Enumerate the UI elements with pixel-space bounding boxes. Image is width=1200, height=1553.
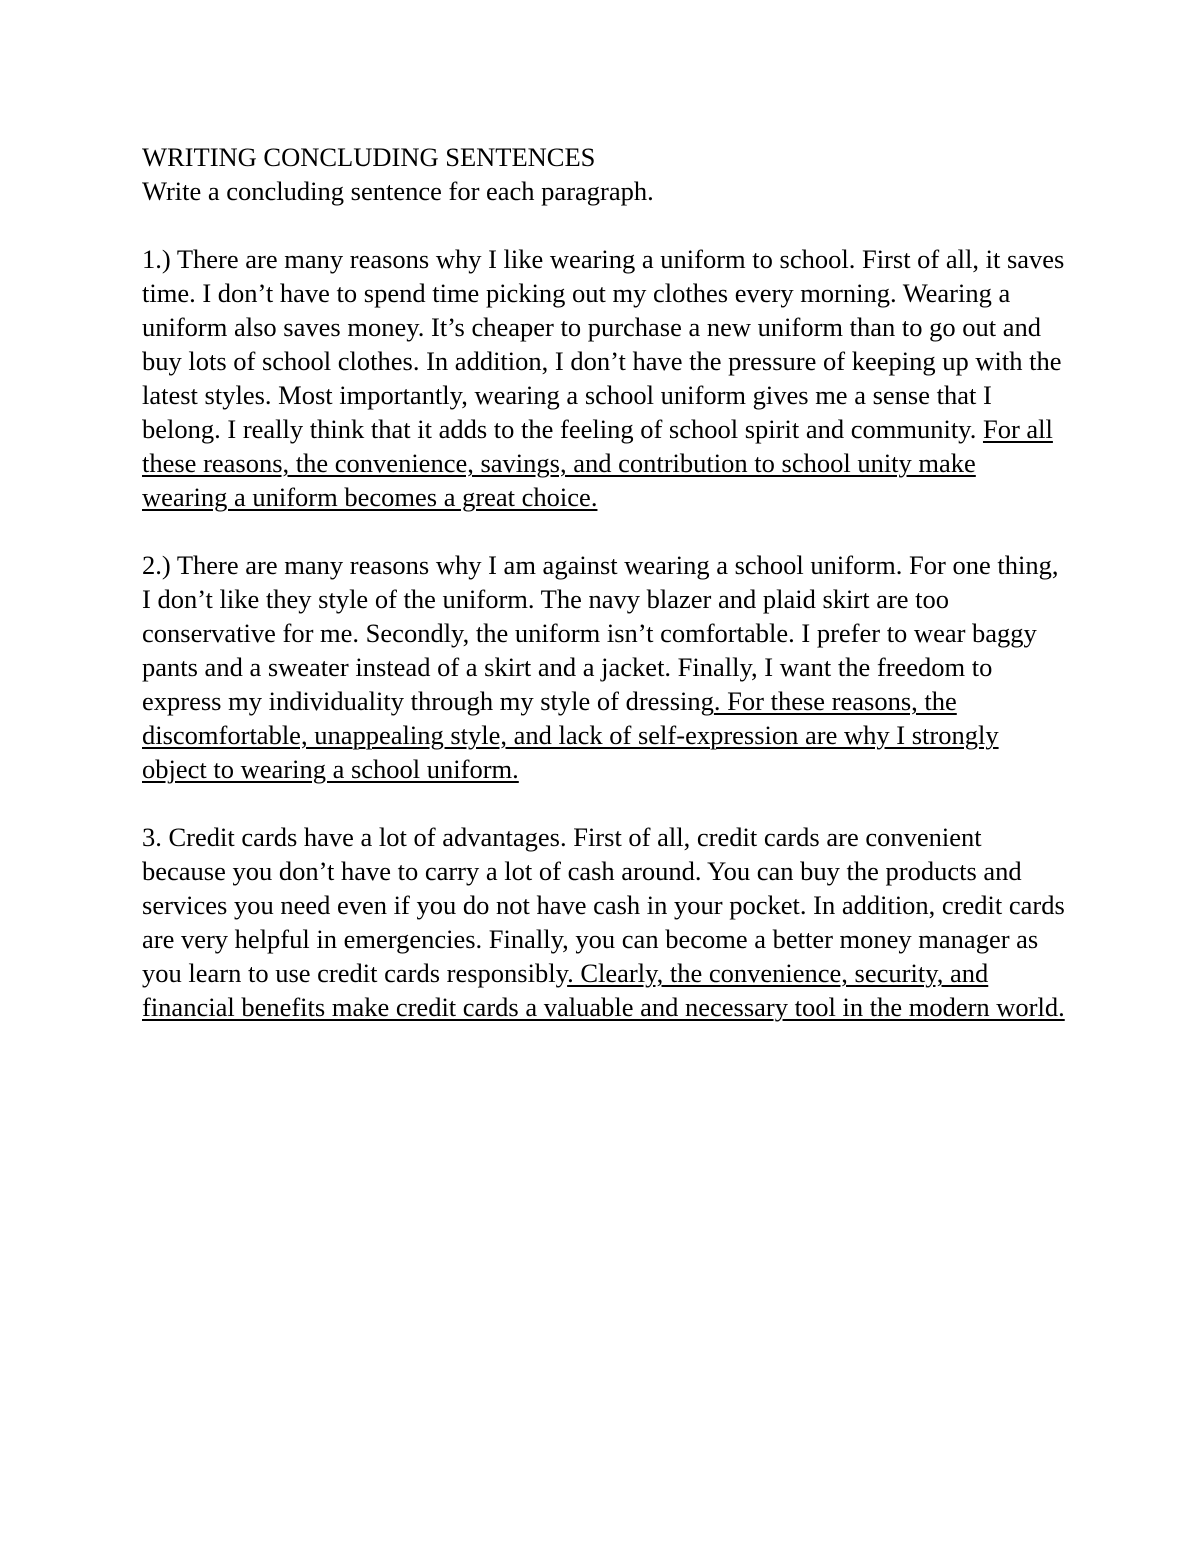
paragraph-2-body: There are many reasons why I am against wearing a school uniform. For one thing, I don’t like they style of the uniform. The navy blazer and plaid skirt are too conservative for me. Secondly, the uniform isn’t comfortable. I prefer to wear baggy pants and a sweater instead of a skirt and a jacket. Finally, I want the freedom to express my individuality through my style of dressing xyxy=(142,550,1059,716)
paragraph-3-body: Credit cards have a lot of advantages. First of all, credit cards are convenient because you don’t have to carry a lot of cash around. You can buy the products and services you need even if you do not have cash in your pocket. In addition, credit cards are very helpful in emergencies. Finally, you can become a better money manager as you learn to use credit cards responsibly xyxy=(142,822,1065,988)
worksheet-title: WRITING CONCLUDING SENTENCES xyxy=(142,142,596,172)
paragraph-2-concluding-sentence: . For these reasons, the discomfortable, unappealing style, and lack of self-expression are why I strongly object to wearing a school uniform. xyxy=(142,686,999,784)
paragraph-3 xyxy=(142,820,1067,1024)
paragraph-3-concluding-sentence: . Clearly, the convenience, security, and financial benefits make credit cards a valuable and necessary tool in the modern world. xyxy=(142,958,1065,1022)
paragraph-2 xyxy=(142,548,1067,786)
paragraph-2-number: 2.) xyxy=(142,550,171,580)
paragraph-3-number: 3. xyxy=(142,822,162,852)
paragraph-1-concluding-sentence: For all these reasons, the convenience, savings, and contribution to school unity make wearing a uniform becomes a great choice. xyxy=(142,414,1053,512)
worksheet-content xyxy=(142,140,1067,1024)
paragraph-1-number: 1.) xyxy=(142,244,171,274)
spacer xyxy=(142,208,1067,242)
paragraph-1-body: There are many reasons why I like wearing a uniform to school. First of all, it saves time. I don’t have to spend time picking out my clothes every morning. Wearing a uniform also saves money. It’s cheaper to purchase a new uniform than to go out and buy lots of school clothes. In addition, I don’t have the pressure of keeping up with the latest styles. Most importantly, wearing a school uniform gives me a sense that I belong. I really think that it adds to the feeling of school spirit and community. xyxy=(142,244,1065,444)
worksheet-instruction: Write a concluding sentence for each paragraph. xyxy=(142,176,654,206)
paragraph-1 xyxy=(142,242,1067,514)
